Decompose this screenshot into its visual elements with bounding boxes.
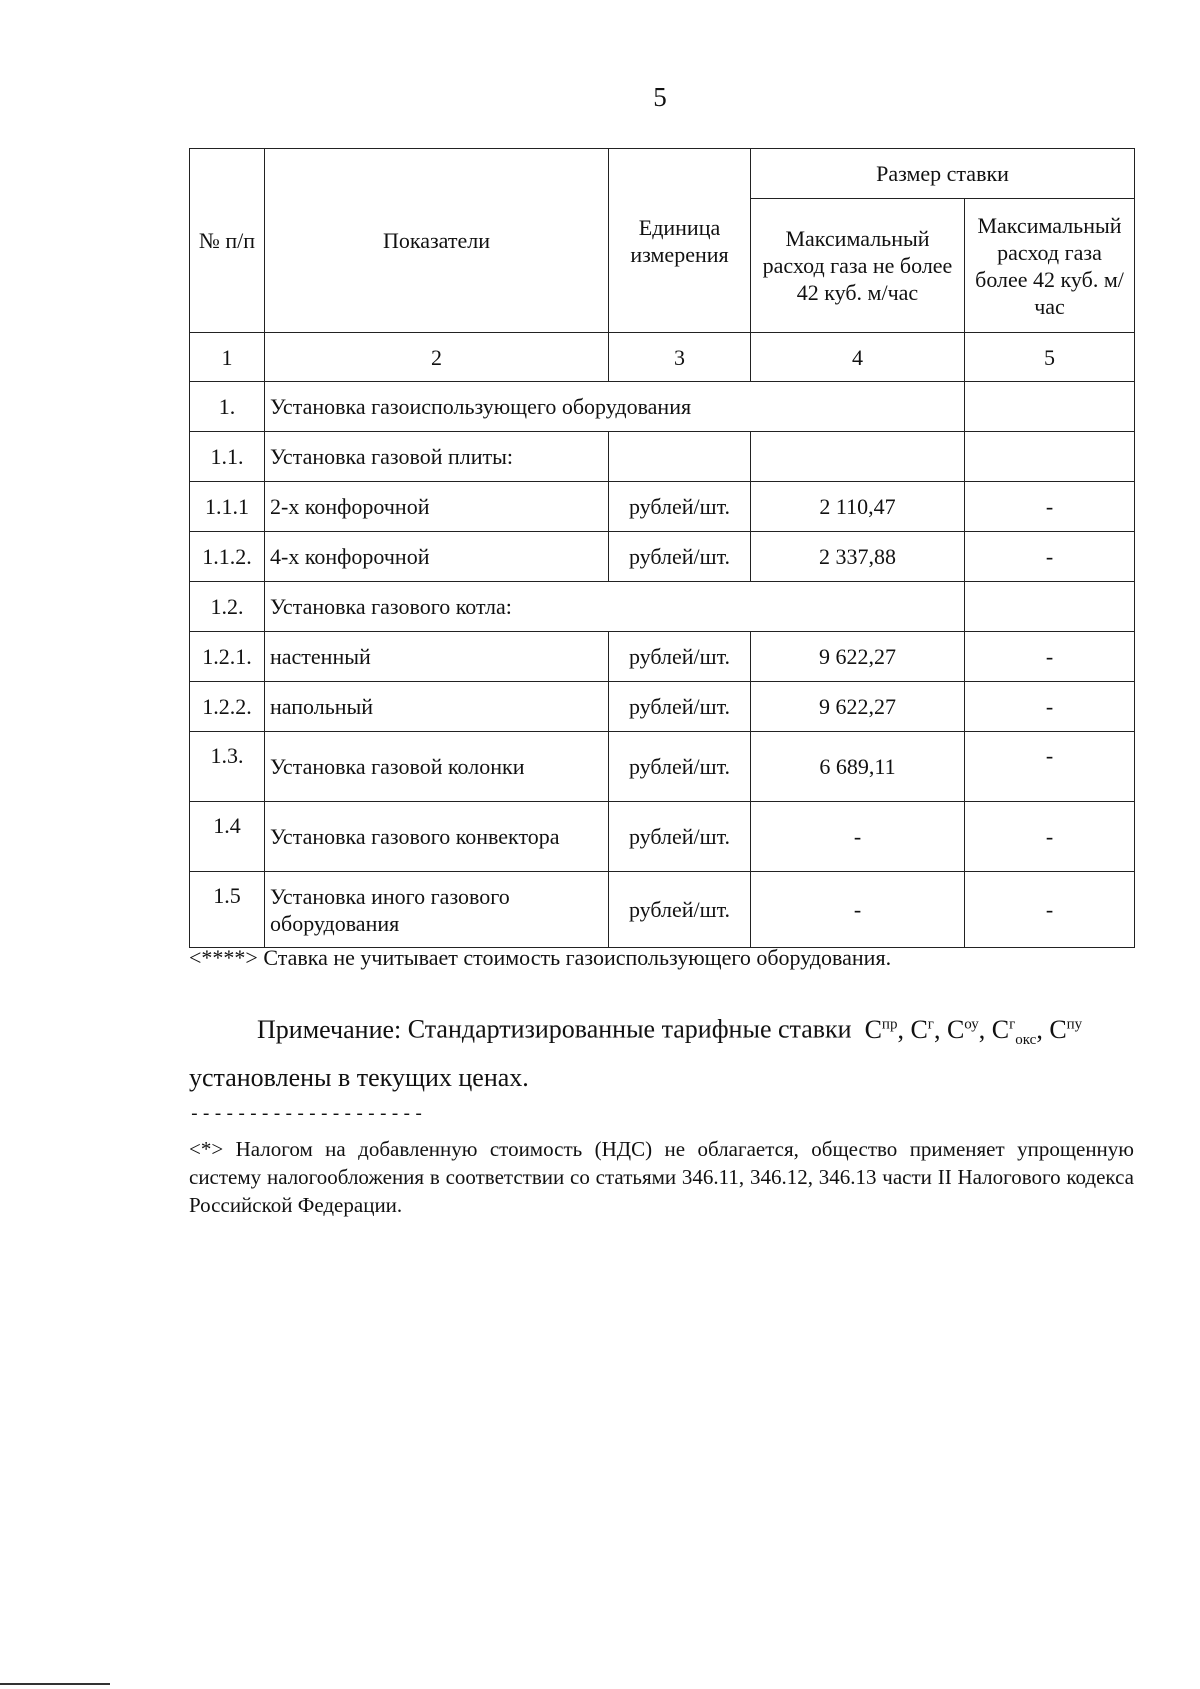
row-name: Установка газоиспользующего оборудования <box>265 382 965 432</box>
page-number: 5 <box>653 82 667 112</box>
row-num: 1. <box>190 382 265 432</box>
row-unit: рублей/шт. <box>609 482 751 532</box>
table-row <box>190 732 1135 802</box>
footnote-vat: <*> Налогом на добавленную стоимость (НДС) не облагается, общество применяет упрощенную систему налогообложения в соответствии со статьями 346.11, 346.12, 346.13 части II Налогового кодекса Российской Федерации. <box>189 1137 1134 1217</box>
scan-artifact-line <box>0 1683 110 1685</box>
col-number: 4 <box>751 333 965 382</box>
row-rate-a: 6 689,11 <box>751 732 965 802</box>
row-rate-b: - <box>965 482 1135 532</box>
col-number: 5 <box>965 333 1135 382</box>
row-unit: рублей/шт. <box>609 802 751 872</box>
note-label: Примечание: <box>257 1014 402 1044</box>
col-number: 1 <box>190 333 265 382</box>
header-rate-group: Размер ставки <box>751 149 1135 199</box>
col-number: 3 <box>609 333 751 382</box>
header-indicators: Показатели <box>265 149 609 333</box>
row-rate-a: - <box>751 872 965 948</box>
row-num: 1.1.2. <box>190 532 265 582</box>
table-row <box>190 872 1135 948</box>
row-rate-b: - <box>965 682 1135 732</box>
header-unit: Единица измерения <box>609 149 751 333</box>
table-row <box>190 532 1135 582</box>
row-name: настенный <box>265 632 609 682</box>
row-rate-a: 9 622,27 <box>751 632 965 682</box>
table-row <box>190 802 1135 872</box>
row-num: 1.4 <box>190 802 265 872</box>
footnote-separator: -------------------- <box>189 1105 426 1125</box>
row-name: Установка газового котла: <box>265 582 965 632</box>
row-rate-b: - <box>965 802 1135 872</box>
row-rate-b <box>965 432 1135 482</box>
row-rate-a: 2 110,47 <box>751 482 965 532</box>
row-num: 1.2. <box>190 582 265 632</box>
row-rate-a <box>751 432 965 482</box>
col-number: 2 <box>265 333 609 382</box>
row-num: 1.2.2. <box>190 682 265 732</box>
row-unit: рублей/шт. <box>609 632 751 682</box>
row-rate-b: - <box>965 632 1135 682</box>
header-rate-b: Максимальный расход газа более 42 куб. м/час <box>965 199 1135 333</box>
row-unit: рублей/шт. <box>609 532 751 582</box>
table-row <box>190 582 1135 632</box>
note-paragraph <box>189 1005 1134 1097</box>
note-text-before: Стандартизированные тарифные ставки <box>407 1014 852 1044</box>
row-name: 2-х конфорочной <box>265 482 609 532</box>
header-rate-a: Максимальный расход газа не более 42 куб. м/час <box>751 199 965 333</box>
tariff-symbols: $С^{пр}$, $С^г$, $С^{оу}$, $С^г_{окс}$, $С^{пу}$ <box>858 1014 1083 1048</box>
note-text-after: установлены в текущих ценах. <box>189 1062 529 1092</box>
table-row <box>190 682 1135 732</box>
row-rate-b: - <box>965 872 1135 948</box>
footnote-stars: <****> Ставка не учитывает стоимость газоиспользующего оборудования. <box>189 945 892 970</box>
row-num: 1.5 <box>190 872 265 948</box>
row-rate-a: - <box>751 802 965 872</box>
row-name: Установка газовой плиты: <box>265 432 609 482</box>
table-row <box>190 382 1135 432</box>
row-num: 1.1. <box>190 432 265 482</box>
table-row <box>190 482 1135 532</box>
table-row <box>190 432 1135 482</box>
tariff-rates-table <box>189 148 1135 948</box>
row-unit: рублей/шт. <box>609 682 751 732</box>
row-num: 1.2.1. <box>190 632 265 682</box>
table-row <box>190 632 1135 682</box>
row-rate-b <box>965 582 1135 632</box>
header-num: № п/п <box>190 149 265 333</box>
row-rate-a: 9 622,27 <box>751 682 965 732</box>
row-name: Установка иного газового оборудования <box>265 872 609 948</box>
row-unit: рублей/шт. <box>609 872 751 948</box>
row-rate-a: 2 337,88 <box>751 532 965 582</box>
row-name: 4-х конфорочной <box>265 532 609 582</box>
row-rate-b: - <box>965 532 1135 582</box>
row-num: 1.1.1 <box>190 482 265 532</box>
row-num: 1.3. <box>190 732 265 802</box>
row-rate-b <box>965 382 1135 432</box>
row-name: Установка газового конвектора <box>265 802 609 872</box>
row-name: напольный <box>265 682 609 732</box>
row-unit: рублей/шт. <box>609 732 751 802</box>
row-name: Установка газовой колонки <box>265 732 609 802</box>
row-unit <box>609 432 751 482</box>
row-rate-b: - <box>965 732 1135 802</box>
